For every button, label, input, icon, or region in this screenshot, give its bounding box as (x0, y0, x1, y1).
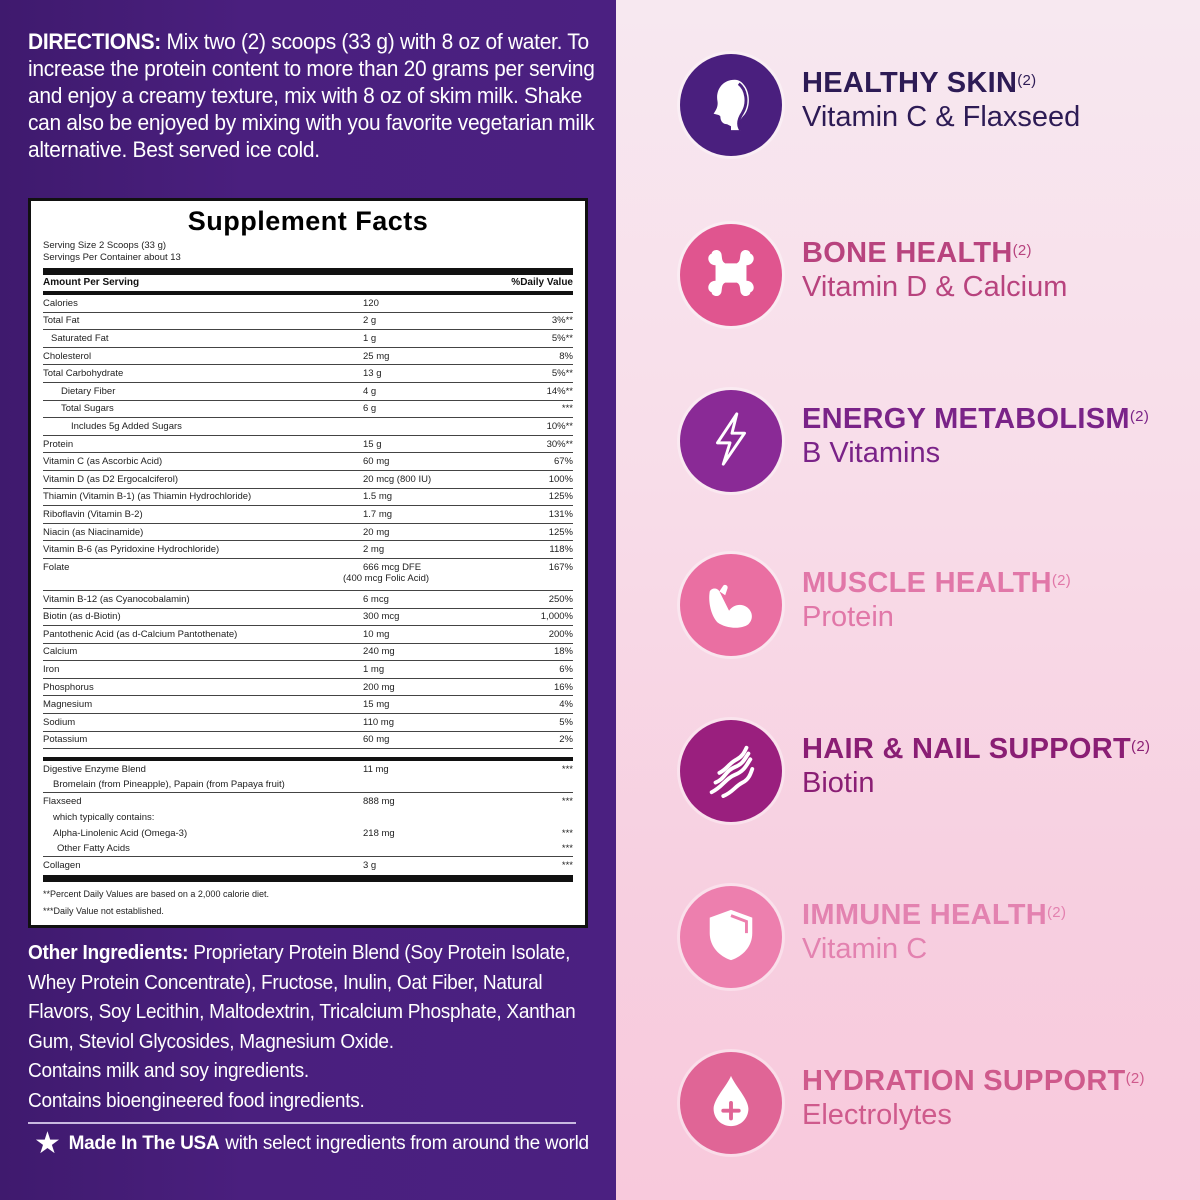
blend-name: which typically contains: (53, 811, 155, 823)
benefit-item (616, 548, 1200, 668)
facts-row (43, 591, 573, 609)
benefit-footnote-ref: (2) (1125, 1070, 1145, 1087)
nutrient-amount: 110 mg (363, 716, 394, 728)
nutrient-name: Protein (43, 438, 74, 450)
facts-row (43, 436, 573, 454)
blend-row (43, 777, 573, 793)
benefit-title (802, 1064, 1145, 1098)
nutrient-dv: 5%** (551, 368, 573, 380)
benefit-title-text: HAIR & NAIL SUPPORT (802, 733, 1132, 765)
benefit-footnote-ref: (2) (1017, 72, 1037, 89)
blend-dv: *** (561, 859, 573, 871)
nutrient-amount: 240 mg (363, 646, 395, 658)
benefit-title (802, 566, 1071, 600)
nutrient-dv: 250% (548, 593, 573, 605)
nutrient-name: Folate (43, 561, 70, 573)
benefit-subtitle: Electrolytes (802, 1099, 952, 1131)
nutrient-name: Calcium (43, 646, 78, 658)
benefit-footnote-ref: (2) (1012, 242, 1032, 259)
blend-amount: 11 mg (363, 763, 389, 775)
nutrient-name: Vitamin C (as Ascorbic Acid) (43, 456, 163, 468)
facts-row (43, 559, 573, 591)
benefit-subtitle: Vitamin D & Calcium (802, 271, 1068, 303)
nutrient-amount-line1: 666 mcg DFE (363, 561, 422, 573)
blend-dv: *** (561, 763, 573, 775)
nutrient-amount: 1 g (363, 332, 377, 344)
benefit-title (802, 236, 1032, 270)
facts-row (43, 714, 573, 732)
nutrient-dv: 100% (548, 473, 573, 485)
nutrient-name: Niacin (as Niacinamide) (43, 526, 144, 538)
nutrient-amount: 10 mg (363, 628, 390, 640)
nutrient-name: Total Fat (43, 315, 80, 327)
benefit-title-text: HYDRATION SUPPORT (802, 1065, 1126, 1097)
nutrient-name: Iron (43, 664, 60, 676)
benefit-title-text: IMMUNE HEALTH (802, 899, 1048, 931)
nutrient-amount: 4 g (363, 385, 377, 397)
facts-row (43, 330, 573, 348)
benefit-footnote-ref: (2) (1131, 738, 1151, 755)
nutrient-name: Phosphorus (43, 681, 94, 693)
facts-row (43, 626, 573, 644)
nutrient-dv: 30%** (546, 438, 573, 450)
facts-row (43, 489, 573, 507)
nutrient-dv: *** (561, 403, 573, 415)
blend-row (43, 841, 573, 857)
facts-row (43, 732, 573, 750)
benefit-title-text: HEALTHY SKIN (802, 67, 1018, 99)
divider-thick (43, 268, 573, 275)
blend-row (43, 857, 573, 873)
blend-amount: 888 mg (363, 795, 395, 807)
blend-amount: 3 g (363, 859, 377, 871)
facts-row (43, 401, 573, 419)
other-ingredients (28, 938, 586, 1115)
facts-row (43, 383, 573, 401)
directions-body: Mix two (2) scoops (33 g) with 8 oz of water. To increase the protein content to more than 20 grams per serving and enjoy a creamy texture, mix with 8 oz of skim milk. Shake can also be enjoyed by mixing with you favorite vegetarian milk alternative. Best served ice cold. (28, 29, 595, 162)
benefit-icon-circle (680, 720, 782, 822)
nutrient-name: Saturated Fat (51, 332, 109, 344)
servings-per-container: Servings Per Container about 13 (43, 252, 181, 263)
blend-dv: *** (561, 843, 573, 855)
benefit-icon-circle (680, 390, 782, 492)
nutrient-name: Total Sugars (61, 403, 114, 415)
benefit-icon-circle (680, 224, 782, 326)
made-in-usa (34, 1127, 594, 1160)
made-in-usa-text: with select ingredients from around the world (225, 1133, 589, 1154)
nutrient-amount: 300 mcg (363, 611, 400, 623)
nutrient-amount: 60 mg (363, 734, 390, 746)
footnotes (43, 886, 573, 920)
nutrient-dv: 131% (548, 508, 573, 520)
nutrient-dv: 8% (559, 350, 573, 362)
benefit-item (616, 1046, 1200, 1166)
blend-rows (43, 761, 573, 873)
benefit-title (802, 732, 1150, 766)
made-in-usa-label: Made In The USA (68, 1133, 220, 1154)
nutrient-dv: 18% (553, 646, 573, 658)
nutrient-dv: 14%** (546, 385, 573, 397)
benefit-title (802, 402, 1149, 436)
nutrient-name: Vitamin B-12 (as Cyanocobalamin) (43, 593, 190, 605)
blend-name: Collagen (43, 859, 81, 871)
nutrient-dv: 1,000% (540, 611, 573, 623)
nutrient-dv: 125% (548, 491, 573, 503)
nutrient-amount: 6 g (363, 403, 377, 415)
nutrient-dv: 125% (548, 526, 573, 538)
facts-row (43, 453, 573, 471)
facts-title: Supplement Facts (187, 206, 429, 236)
lightning-icon (702, 410, 760, 473)
facts-row (43, 644, 573, 662)
nutrient-name: Cholesterol (43, 350, 92, 362)
nutrient-name: Dietary Fiber (61, 385, 116, 397)
shield-icon (702, 906, 760, 969)
footnote-not-established: ***Daily Value not established. (43, 906, 164, 917)
serving-size: Serving Size 2 Scoops (33 g) (43, 240, 167, 251)
nutrient-amount: 20 mg (363, 526, 390, 538)
nutrient-dv: 5%** (551, 332, 573, 344)
nutrient-amount: 1.7 mg (363, 508, 393, 520)
nutrient-amount: 13 g (363, 368, 382, 380)
nutrient-amount: 6 mcg (363, 593, 389, 605)
footnote-dv: **Percent Daily Values are based on a 2,000 calorie diet. (43, 889, 269, 900)
nutrient-amount: 120 (363, 297, 379, 309)
nutrient-amount: 15 mg (363, 699, 390, 711)
benefit-title-text: MUSCLE HEALTH (802, 567, 1052, 599)
blend-row (43, 809, 573, 825)
nutrient-dv: 16% (553, 681, 573, 693)
nutrient-dv: 67% (553, 456, 573, 468)
benefits-panel (616, 0, 1200, 1200)
star-icon: ★ (34, 1127, 61, 1160)
benefit-item (616, 880, 1200, 1000)
nutrient-dv: 3%** (551, 315, 573, 327)
blend-row (43, 761, 573, 777)
divider-thick (43, 875, 573, 882)
facts-header (43, 275, 573, 291)
benefit-footnote-ref: (2) (1051, 572, 1072, 589)
nutrient-dv: 2% (559, 734, 573, 746)
facts-row (43, 524, 573, 542)
blend-row (43, 793, 573, 809)
amount-header: Amount Per Serving (43, 277, 140, 288)
blend-row (43, 825, 573, 841)
facts-rows (43, 295, 573, 749)
nutrient-name: Thiamin (Vitamin B-1) (as Thiamin Hydrochloride) (43, 491, 252, 503)
benefit-title-text: BONE HEALTH (802, 237, 1013, 269)
nutrient-dv: 6% (559, 664, 573, 676)
benefit-subtitle: Biotin (802, 767, 875, 799)
bone-icon (702, 244, 760, 307)
directions-label: DIRECTIONS: (28, 29, 161, 54)
facts-row (43, 418, 573, 436)
nutrient-name: Pantothenic Acid (as d-Calcium Pantothenate) (43, 628, 238, 640)
facts-row (43, 696, 573, 714)
nutrient-name: Potassium (43, 734, 88, 746)
nutrient-dv: 167% (548, 561, 573, 573)
benefit-icon-circle (680, 1052, 782, 1154)
nutrient-amount (343, 561, 493, 584)
nutrient-dv: 118% (549, 544, 573, 556)
benefit-icon-circle (680, 554, 782, 656)
nutrient-name: Vitamin B-6 (as Pyridoxine Hydrochloride) (43, 544, 220, 556)
facts-row (43, 541, 573, 559)
nutrient-name: Biotin (as d-Biotin) (43, 611, 121, 623)
blend-name: Alpha-Linolenic Acid (Omega-3) (53, 827, 188, 839)
benefit-subtitle: B Vitamins (802, 437, 941, 469)
nutrient-dv: 200% (548, 628, 573, 640)
benefit-item (616, 384, 1200, 504)
benefit-subtitle: Vitamin C & Flaxseed (802, 101, 1081, 133)
blend-name: Other Fatty Acids (57, 843, 130, 855)
facts-row (43, 365, 573, 383)
facts-row (43, 609, 573, 627)
supplement-facts-panel (28, 198, 588, 928)
facts-row (43, 313, 573, 331)
directions-text (28, 28, 597, 163)
blend-name: Bromelain (from Pineapple), Papain (from Papaya fruit) (53, 779, 285, 791)
benefit-icon-circle (680, 54, 782, 156)
nutrient-amount: 20 mcg (800 IU) (363, 473, 432, 485)
blend-amount: 218 mg (363, 827, 395, 839)
contains-bioengineered: Contains bioengineered food ingredients. (28, 1088, 365, 1112)
benefit-subtitle: Vitamin C (802, 933, 928, 965)
facts-row (43, 661, 573, 679)
facts-row (43, 679, 573, 697)
nutrient-name: Calories (43, 297, 78, 309)
nutrient-amount-line2: (400 mcg Folic Acid) (343, 572, 430, 584)
benefit-icon-circle (680, 886, 782, 988)
blend-name: Flaxseed (43, 795, 82, 807)
serving-info (43, 240, 573, 264)
nutrient-name: Total Carbohydrate (43, 368, 124, 380)
other-ingredients-text: Proprietary Protein Blend (Soy Protein Isolate, Whey Protein Concentrate), Fructose, Inulin, Oat Fiber, Natural Flavors, Soy Lecithin, Maltodextrin, Tricalcium Phosphate, Xanthan Gum, Steviol Glycosides, Magnesium Oxide. (28, 941, 576, 1053)
blend-dv: *** (561, 827, 573, 839)
nutrient-amount: 60 mg (363, 456, 390, 468)
nutrient-amount: 1.5 mg (363, 491, 393, 503)
nutrient-name: Magnesium (43, 699, 93, 711)
nutrient-amount: 15 g (363, 438, 382, 450)
hair-waves-icon (702, 740, 760, 803)
nutrient-amount: 200 mg (363, 681, 395, 693)
nutrient-amount: 2 mg (363, 544, 385, 556)
nutrient-name: Includes 5g Added Sugars (71, 420, 182, 432)
facts-row (43, 295, 573, 313)
nutrient-dv: 10%** (546, 420, 573, 432)
blend-dv: *** (561, 795, 573, 807)
contains-milk-soy: Contains milk and soy ingredients. (28, 1059, 309, 1082)
benefit-item (616, 218, 1200, 338)
other-ingredients-label: Other Ingredients: (28, 941, 189, 964)
facts-row (43, 506, 573, 524)
dv-header: %Daily Value (511, 277, 573, 288)
benefit-footnote-ref: (2) (1129, 408, 1150, 425)
facts-row (43, 471, 573, 489)
blend-name: Digestive Enzyme Blend (43, 763, 146, 775)
nutrient-dv: 4% (559, 699, 573, 711)
nutrient-name: Vitamin D (as D2 Ergocalciferol) (43, 473, 178, 485)
nutrient-name: Riboflavin (Vitamin B-2) (43, 508, 143, 520)
benefit-subtitle: Protein (802, 601, 894, 633)
benefit-item (616, 714, 1200, 834)
benefit-title (802, 898, 1066, 932)
nutrient-amount: 1 mg (363, 664, 385, 676)
facts-row (43, 348, 573, 366)
divider-line (28, 1122, 576, 1124)
nutrient-amount: 2 g (363, 315, 377, 327)
nutrient-dv: 5% (559, 716, 573, 728)
benefit-item (616, 48, 1200, 168)
benefit-title-text: ENERGY METABOLISM (802, 403, 1130, 435)
flexed-arm-icon (702, 574, 760, 637)
nutrient-name: Sodium (43, 716, 76, 728)
benefit-footnote-ref: (2) (1047, 904, 1067, 921)
nutrient-amount: 25 mg (363, 350, 390, 362)
water-drop-plus-icon (702, 1072, 760, 1135)
woman-profile-icon (702, 74, 760, 137)
benefit-title (802, 66, 1036, 100)
